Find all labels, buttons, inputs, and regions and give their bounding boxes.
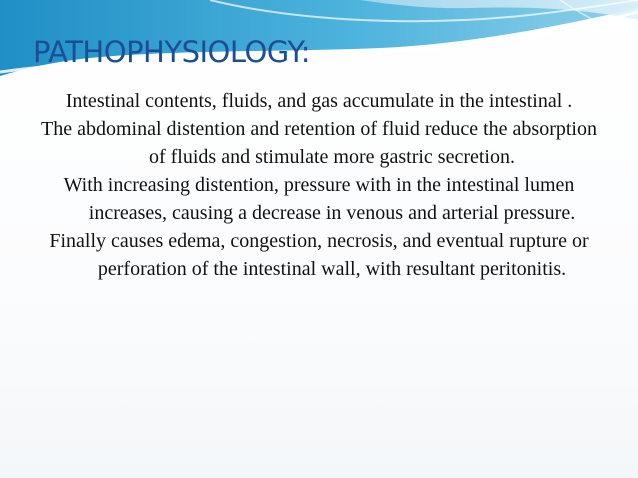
paragraph-increasing-distention: With increasing distention, pressure with in the intestinal lumen increases, causing a decrease in venous and arterial pressure.	[63, 174, 576, 224]
paragraph-abdominal-distention: The abdominal distention and retention of fluid reduce the absorption of fluids and stimulate more gastric secretion.	[41, 118, 597, 168]
paragraph-intestinal-contents: Intestinal contents, fluids, and gas accumulate in the intestinal .	[65, 90, 573, 112]
paragraph-edema-necrosis: Finally causes edema, congestion, necrosis, and eventual rupture or perforation of the intestinal wall, with resultant peritonitis.	[49, 230, 589, 280]
slide-title: PATHOPHYSIOLOGY:	[33, 35, 310, 69]
slide-body	[34, 87, 604, 283]
